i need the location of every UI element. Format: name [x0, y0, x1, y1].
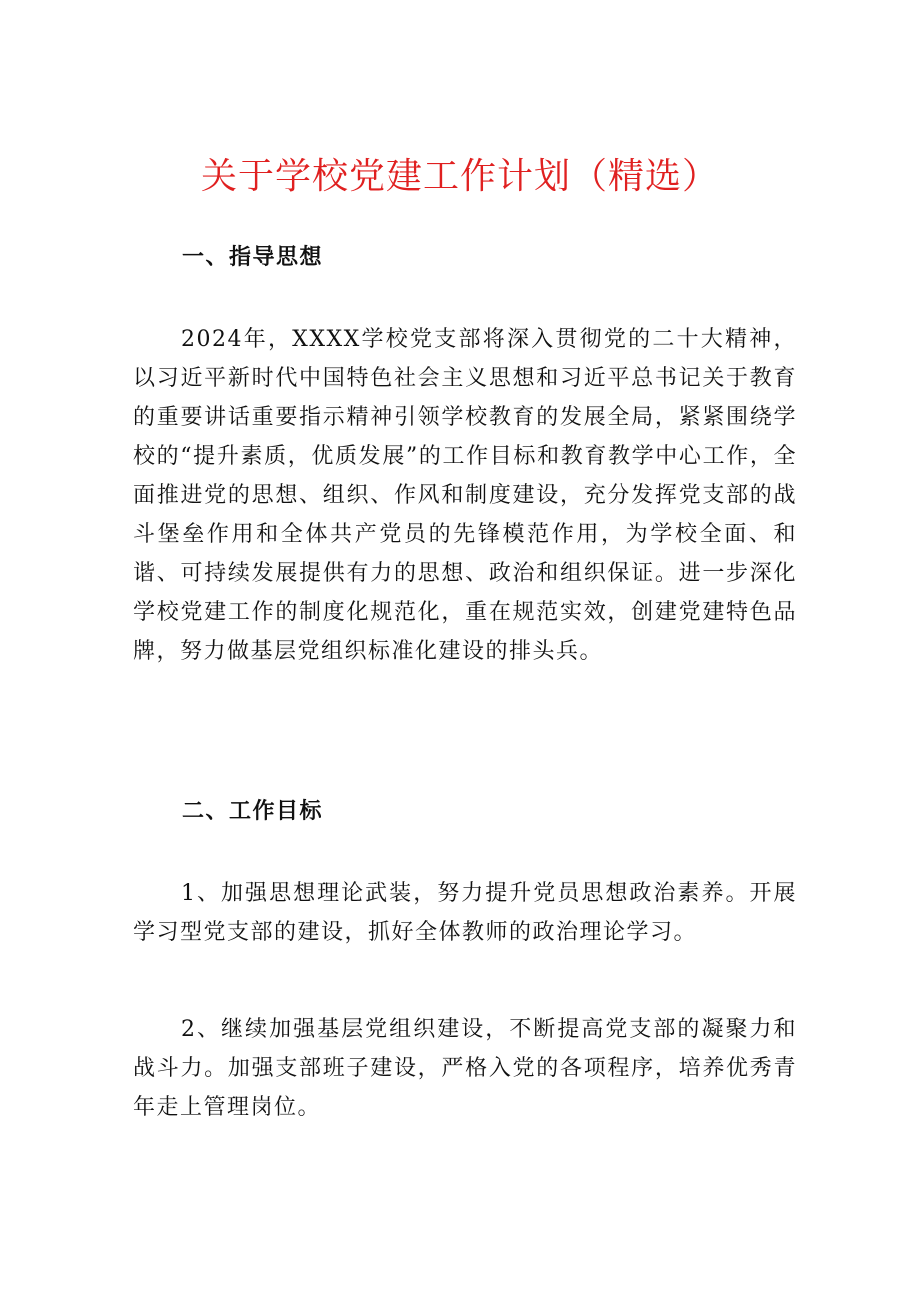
- paragraph-goal-1: 1、加强思想理论武装，努力提升党员思想政治素养。开展学习型党支部的建设，抓好全体教师的政治理论学习。: [133, 881, 797, 945]
- section-heading-work-goals: 二、工作目标: [182, 798, 324, 824]
- section-heading-guiding-ideology: 一、指导思想: [182, 244, 324, 270]
- paragraph-goal-2: 2、继续加强基层党组织建设，不断提高党支部的凝聚力和战斗力。加强支部班子建设，严格入党的各项程序，培养优秀青年走上管理岗位。: [133, 1017, 797, 1120]
- document-title: 关于学校党建工作计划（精选）: [200, 156, 719, 197]
- paragraph-guiding-ideology: 2024年，XXXX学校党支部将深入贯彻党的二十大精神，以习近平新时代中国特色社会主义思想和习近平总书记关于教育的重要讲话重要指示精神引领学校教育的发展全局，紧紧围绕学校的“提升素质，优质发展”的工作目标和教育教学中心工作，全面推进党的思想、组织、作风和制度建设，充分发挥党支部的战斗堡垒作用和全体共产党员的先锋模范作用，为学校全面、和谐、可持续发展提供有力的思想、政治和组织保证。进一步深化学校党建工作的制度化规范化，重在规范实效，创建党建特色品牌，努力做基层党组织标准化建设的排头兵。: [133, 327, 797, 664]
